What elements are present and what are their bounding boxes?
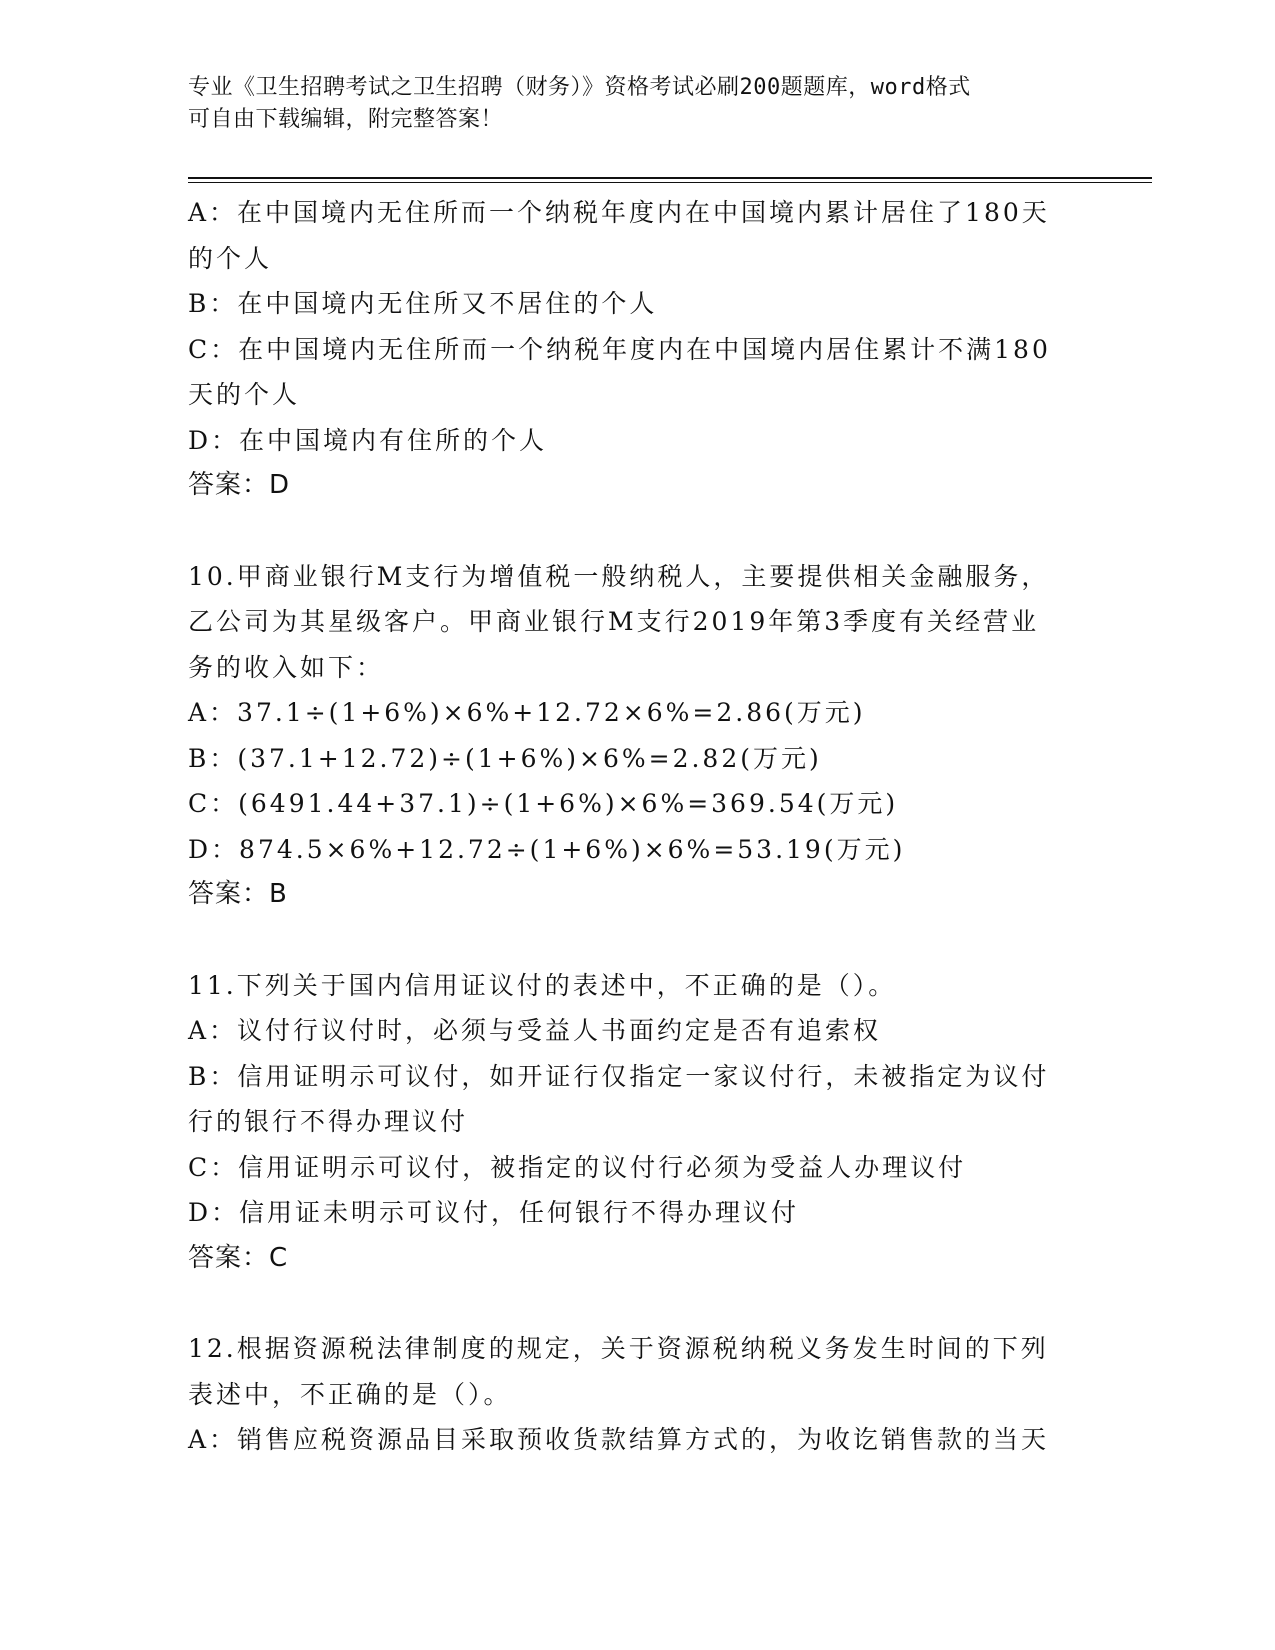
answer: 答案：C <box>188 1242 289 1273</box>
option-a: A：37.1÷(1+6%)×6%+12.72×6%=2.86(万元) <box>188 698 866 727</box>
header-line-2: 可自由下载编辑，附完整答案！ <box>188 107 504 132</box>
option-c: C：信用证明示可议付，被指定的议付行必须为受益人办理议付 <box>188 1152 967 1182</box>
question-10 <box>188 554 1068 918</box>
option-b: B：(37.1+12.72)÷(1+6%)×6%=2.82(万元) <box>188 743 822 773</box>
option-c-line-2: 天的个人 <box>188 380 301 409</box>
question-stem-line-1: 10.甲商业银行M支行为增值税一般纳税人，主要提供相关金融服务， <box>188 561 1050 591</box>
document-body <box>188 190 1068 1463</box>
option-d: D：信用证未明示可议付，任何银行不得办理议付 <box>188 1198 800 1227</box>
spacer <box>188 918 1068 963</box>
question-stem-line-2: 表述中，不正确的是（）。 <box>188 1379 512 1409</box>
question-stem: 11.下列关于国内信用证议付的表述中，不正确的是（）。 <box>188 970 897 1000</box>
header-divider-thick <box>188 177 1152 179</box>
option-b: B：在中国境内无住所又不居住的个人 <box>188 289 658 318</box>
option-b-line-1: B：信用证明示可议付，如开证行仅指定一家议付行，未被指定为议付 <box>188 1061 1050 1091</box>
question-9 <box>188 190 1068 509</box>
answer: 答案：D <box>188 470 291 500</box>
spacer <box>188 509 1068 554</box>
question-12 <box>188 1326 1068 1463</box>
header-line-1: 专业《卫生招聘考试之卫生招聘（财务）》资格考试必刷200题题库，word格式 <box>188 75 971 100</box>
question-11 <box>188 963 1068 1282</box>
question-stem-line-2: 乙公司为其星级客户。甲商业银行M支行2019年第3季度有关经营业 <box>188 607 1040 636</box>
answer: 答案：B <box>188 879 288 909</box>
option-a-line-1: A：在中国境内无住所而一个纳税年度内在中国境内累计居住了180天 <box>188 198 1050 227</box>
option-d: D：在中国境内有住所的个人 <box>188 425 548 455</box>
question-stem-line-1: 12.根据资源税法律制度的规定，关于资源税纳税义务发生时间的下列 <box>188 1334 1049 1363</box>
option-a: A：销售应税资源品目采取预收货款结算方式的，为收讫销售款的当天 <box>188 1425 1050 1454</box>
option-a-line-2: 的个人 <box>188 243 273 273</box>
question-stem-line-3: 务的收入如下： <box>188 652 385 682</box>
option-d: D：874.5×6%+12.72÷(1+6%)×6%=53.19(万元) <box>188 834 906 864</box>
header-divider-thin <box>188 182 1152 183</box>
option-a: A：议付行议付时，必须与受益人书面约定是否有追索权 <box>188 1016 882 1045</box>
option-c: C：(6491.44+37.1)÷(1+6%)×6%=369.54(万元) <box>188 789 899 818</box>
option-b-line-2: 行的银行不得办理议付 <box>188 1107 469 1136</box>
document-header <box>188 72 1068 136</box>
spacer <box>188 1281 1068 1326</box>
option-c-line-1: C：在中国境内无住所而一个纳税年度内在中国境内居住累计不满180 <box>188 334 1051 364</box>
